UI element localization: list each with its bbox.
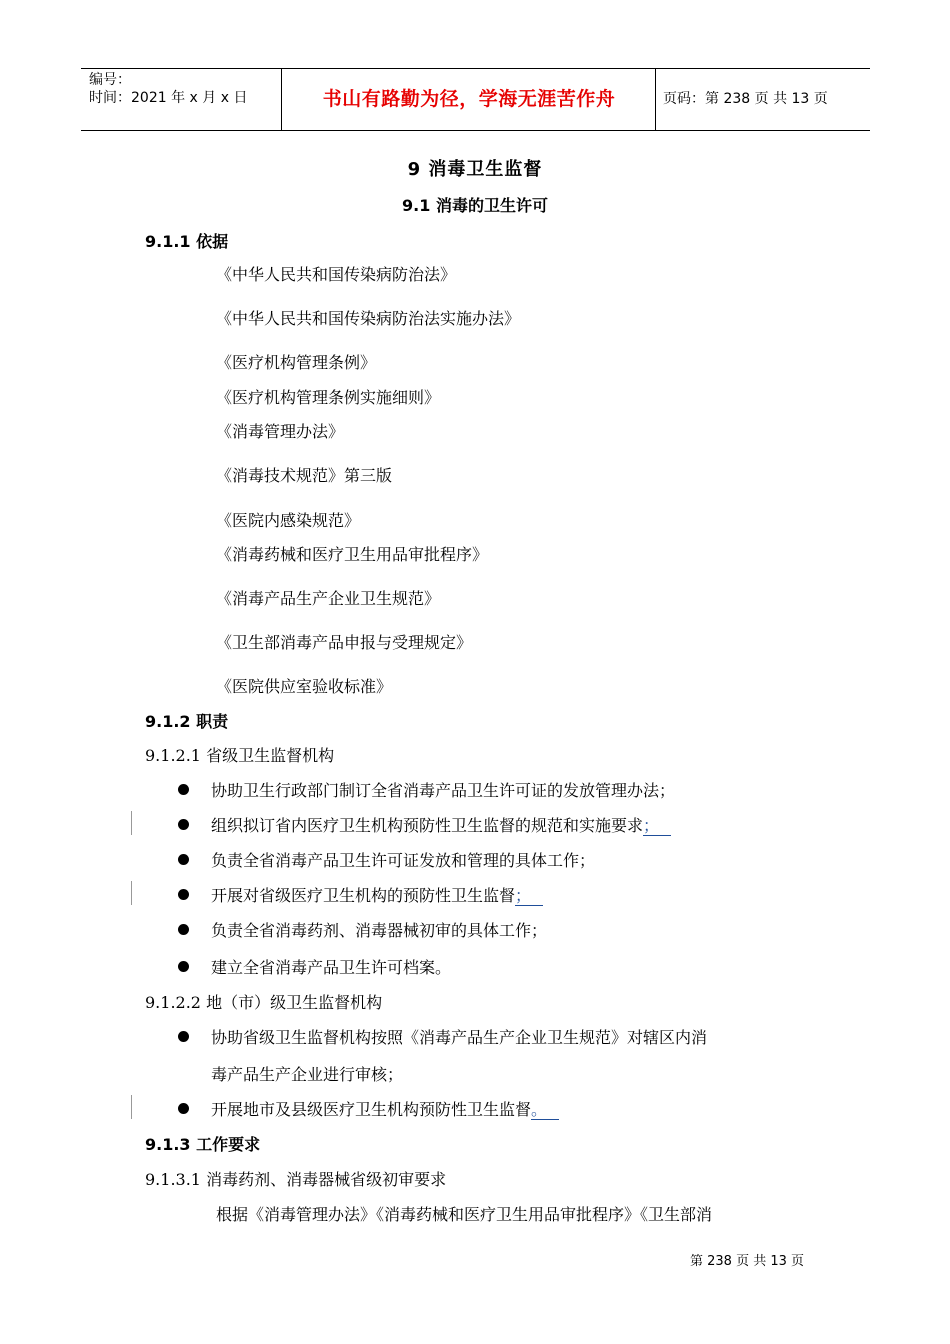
header-meta [89,69,281,130]
bullet-icon [178,819,189,830]
reference-item: 《医疗机构管理条例》 [216,353,377,372]
reference-item: 《消毒药械和医疗卫生用品审批程序》 [216,545,489,564]
reference-item: 《中华人民共和国传染病防治法实施办法》 [216,309,521,328]
revision-mark: ； [643,816,671,836]
reference-item: 《医疗机构管理条例实施细则》 [216,388,441,407]
reference-item: 《消毒技术规范》第三版 [216,466,393,485]
reference-item: 《医院内感染规范》 [216,511,361,530]
list-item: 开展地市及县级医疗卫生机构预防性卫生监督。 [178,1097,559,1120]
heading-duties: 9.1.2 职责 [145,712,229,731]
reference-item: 《卫生部消毒产品申报与受理规定》 [216,633,473,652]
subheading-municipal: 9.1.2.2 地（市）级卫生监督机构 [145,993,383,1012]
page-header [81,68,870,131]
reference-item: 《医院供应室验收标准》 [216,677,393,696]
bullet-icon [178,889,189,900]
list-item: 组织拟订省内医疗卫生机构预防性卫生监督的规范和实施要求； [178,813,671,836]
chapter-title: 9 消毒卫生监督 [407,159,543,180]
header-page-info: 页码：第 238 页 共 13 页 [663,91,828,107]
list-item: 负责全省消毒产品卫生许可证发放和管理的具体工作； [178,848,595,871]
list-item-continuation: 毒产品生产企业进行审核； [211,1065,404,1084]
list-item: 协助省级卫生监督机构按照《消毒产品生产企业卫生规范》对辖区内消 [178,1025,707,1048]
bullet-icon [178,924,189,935]
body-paragraph: 根据《消毒管理办法》《消毒药械和医疗卫生用品审批程序》《卫生部消 [216,1205,713,1224]
change-bar [131,881,132,905]
page-footer: 第 238 页 共 13 页 [690,1254,805,1269]
bullet-icon [178,1031,189,1042]
header-divider [281,69,282,130]
change-bar [131,1095,132,1119]
revision-mark: ； [515,886,543,906]
bullet-icon [178,1103,189,1114]
header-date: 时间：2021 年 x 月 x 日 [89,90,248,106]
revision-mark: 。 [531,1100,559,1120]
list-item: 负责全省消毒药剂、消毒器械初审的具体工作； [178,918,547,941]
change-bar [131,811,132,835]
header-motto: 书山有路勤为径，学海无涯苦作舟 [322,88,616,110]
section-title: 9.1 消毒的卫生许可 [402,196,548,215]
heading-basis: 9.1.1 依据 [145,232,229,251]
list-item: 协助卫生行政部门制订全省消毒产品卫生许可证的发放管理办法； [178,778,675,801]
bullet-icon [178,784,189,795]
bullet-icon [178,961,189,972]
heading-requirements: 9.1.3 工作要求 [145,1135,261,1154]
list-item: 开展对省级医疗卫生机构的预防性卫生监督； [178,883,543,906]
reference-item: 《中华人民共和国传染病防治法》 [216,265,457,284]
list-item: 建立全省消毒产品卫生许可档案。 [178,955,451,978]
header-divider [655,69,656,130]
bullet-icon [178,854,189,865]
subheading-initial-review: 9.1.3.1 消毒药剂、消毒器械省级初审要求 [145,1170,447,1189]
reference-item: 《消毒管理办法》 [216,422,345,441]
header-number: 编号： [89,72,131,88]
subheading-provincial: 9.1.2.1 省级卫生监督机构 [145,746,335,765]
reference-item: 《消毒产品生产企业卫生规范》 [216,589,441,608]
